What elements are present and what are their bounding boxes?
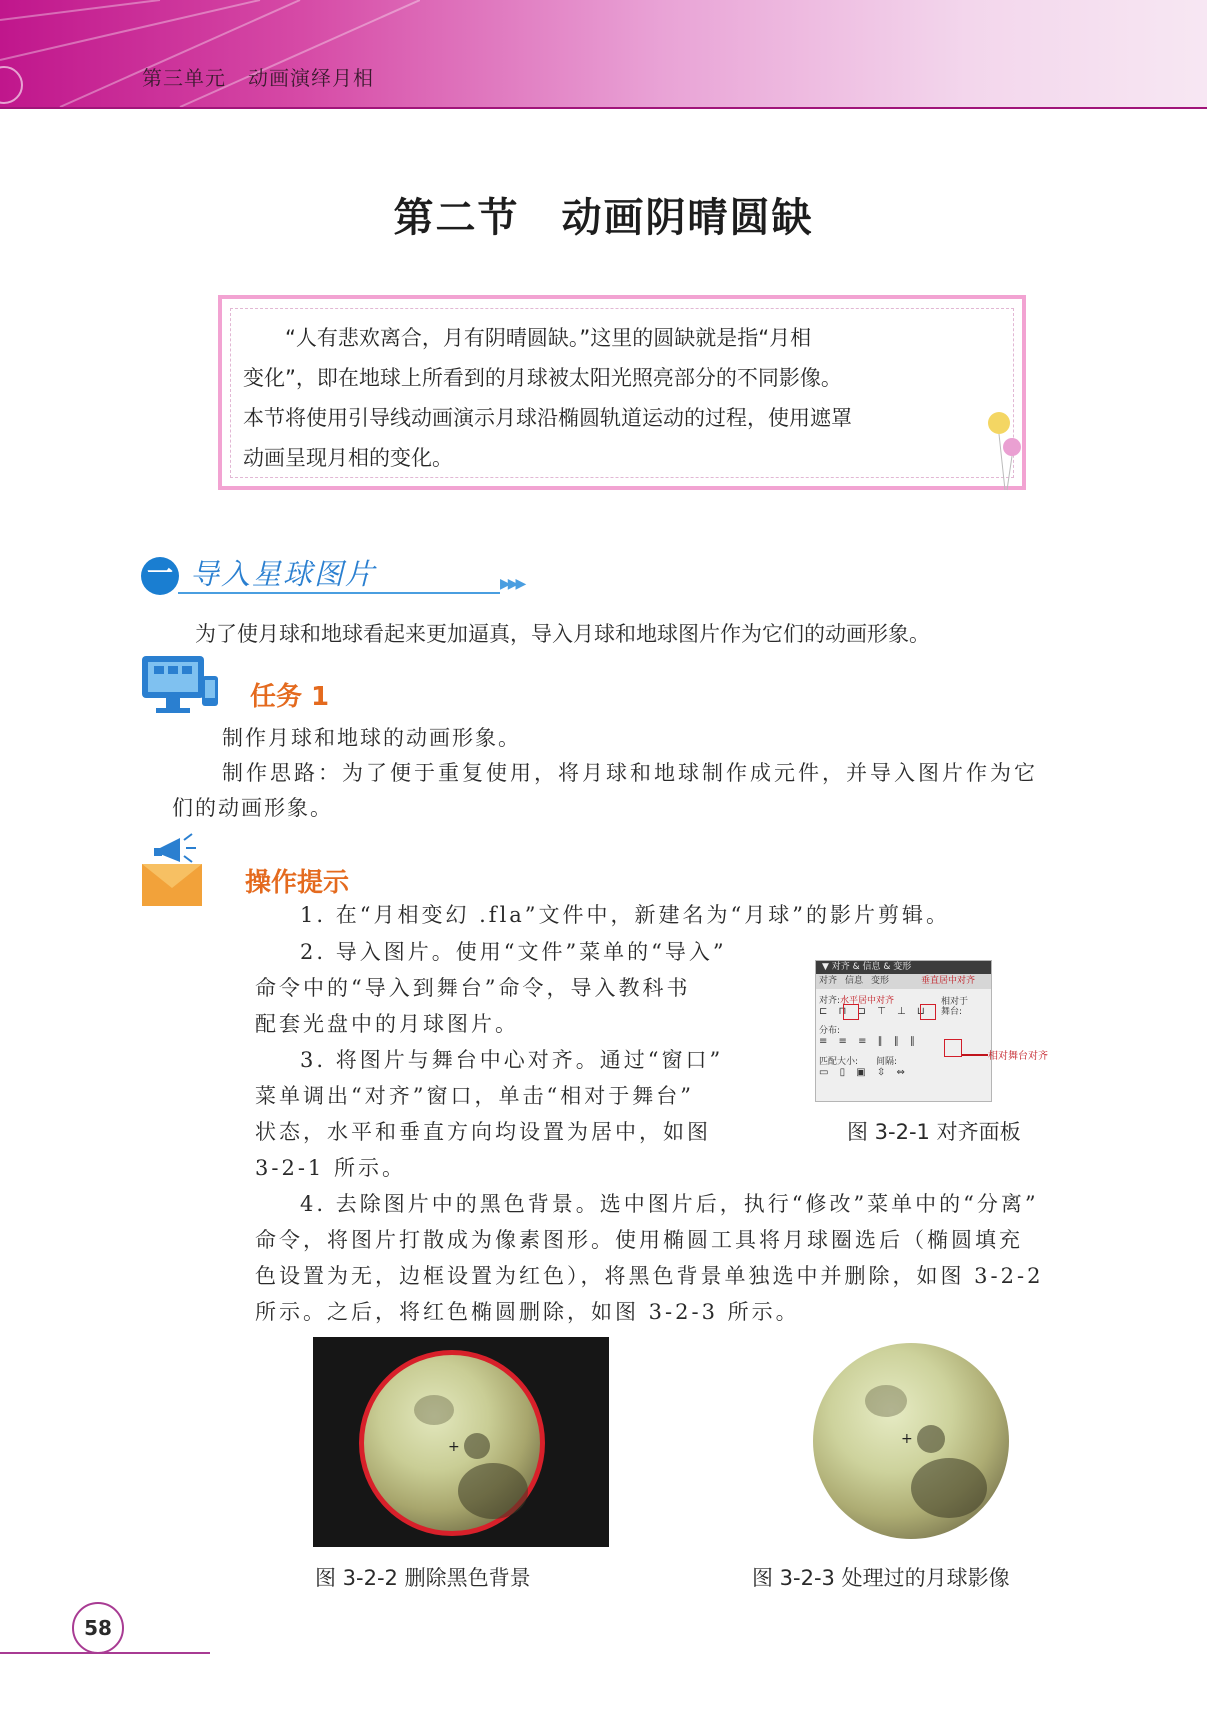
moon-image	[813, 1343, 1009, 1539]
step-text: 1. 在“月相变幻 .fla”文件中，新建名为“月球”的影片剪辑。	[300, 903, 951, 927]
callout-label: 相对舞台对齐	[988, 1051, 1048, 1062]
callout-arrow	[962, 1054, 988, 1056]
computer-icon	[140, 654, 222, 716]
moon-dark-region	[865, 1385, 907, 1417]
tips-title: 操作提示	[245, 868, 350, 898]
page-number: 58	[72, 1602, 124, 1654]
unit-label: 第三单元	[142, 66, 226, 90]
figure-caption: 图 3-2-1 对齐面板	[847, 1120, 1021, 1144]
megaphone-envelope-icon	[140, 828, 204, 908]
intro-text	[243, 318, 993, 478]
figure-caption: 图 3-2-3 处理过的月球影像	[752, 1566, 1010, 1590]
intro-line: 动画呈现月相的变化。	[243, 446, 453, 470]
crosshair-icon: +	[901, 1431, 913, 1447]
distribute-label: 分布:	[819, 1026, 841, 1036]
step-line: 配套光盘中的月球图片。	[255, 1012, 519, 1036]
section-title: 第二节 动画阴晴圆缺	[393, 194, 814, 241]
step-line: 色设置为无，边框设置为红色），将黑色背景单独选中并删除，如图 3-2-2	[255, 1264, 1044, 1288]
step-line: 所示。之后，将红色椭圆删除，如图 3-2-3 所示。	[255, 1300, 800, 1324]
tab-info: 信息	[845, 976, 864, 986]
heading-underline	[178, 592, 500, 594]
processed-moon-figure	[813, 1343, 1009, 1539]
chapter-header-band	[0, 0, 1207, 109]
relative-to-stage-label: 相对于 舞台:	[941, 997, 969, 1017]
step-line: 3. 将图片与舞台中心对齐。通过“窗口”	[300, 1048, 724, 1072]
vertical-center-highlight	[920, 1004, 936, 1020]
match-size-icons: ▭ ▯ ▣ ⇳ ⇔	[819, 1067, 909, 1078]
match-size-label: 匹配大小:	[819, 1057, 859, 1067]
align-icons: ⊏ ⊓ ⊐ ⊤ ⊥ ⊔	[819, 1006, 929, 1017]
step-line: 4. 去除图片中的黑色背景。选中图片后，执行“修改”菜单中的“分离”	[300, 1192, 1039, 1216]
step-line: 状态，水平和垂直方向均设置为居中，如图	[255, 1120, 711, 1144]
moon-crater	[917, 1425, 945, 1453]
panel-tabs	[816, 974, 991, 989]
intro-line: “人有悲欢离合，月有阴晴圆缺。”这里的圆缺就是指“月相	[285, 326, 812, 350]
task-text: 们的动画形象。	[172, 796, 333, 820]
tab-transform: 变形	[871, 976, 890, 986]
relative-to-stage-button	[944, 1039, 962, 1057]
heading-number-badge: 一	[141, 557, 179, 595]
task-title: 任务 1	[250, 682, 330, 712]
distribute-icons: ≡ ≡ ≡ ∥ ∥ ∥	[819, 1036, 920, 1047]
step-line: 2. 导入图片。使用“文件”菜单的“导入”	[300, 940, 727, 964]
crosshair-icon: +	[448, 1439, 460, 1455]
align-panel-figure	[815, 960, 992, 1102]
vertical-center-label: 垂直居中对齐	[921, 976, 976, 986]
step-line: 菜单调出“对齐”窗口，单击“相对于舞台”	[255, 1084, 694, 1108]
moon-dark-region	[414, 1395, 454, 1425]
heading-text: 导入星球图片	[190, 557, 377, 591]
unit-title: 动画演绎月相	[248, 66, 374, 90]
chevron-right-icon: ▶▶▶	[500, 576, 524, 592]
moon-dark-region	[911, 1458, 987, 1518]
step-line: 命令中的“导入到舞台”命令，导入教科书	[255, 976, 691, 1000]
task-text: 制作月球和地球的动画形象。	[222, 726, 521, 750]
intro-line: 变化”，即在地球上所看到的月球被太阳光照亮部分的不同影像。	[243, 366, 842, 390]
moon-with-red-ellipse-figure	[313, 1337, 609, 1547]
tab-align: 对齐	[819, 976, 838, 986]
moon-image	[359, 1350, 545, 1536]
panel-header: ▼ 对齐 & 信息 & 变形	[816, 961, 991, 974]
paragraph: 为了使月球和地球看起来更加逼真，导入月球和地球图片作为它们的动画形象。	[195, 622, 930, 646]
chapter-title	[142, 62, 396, 91]
step2-block	[255, 934, 775, 1186]
step-line: 3-2-1 所示。	[255, 1156, 406, 1180]
step4-block	[255, 1186, 1115, 1330]
align-label-text: 对齐:	[819, 996, 841, 1006]
step-line: 命令，将图片打散成为像素图形。使用椭圆工具将月球圈选后（椭圆填充	[255, 1228, 1023, 1252]
horizontal-center-highlight	[843, 1004, 859, 1020]
task-text: 制作思路：为了便于重复使用，将月球和地球制作成元件，并导入图片作为它	[222, 761, 1038, 785]
intro-line: 本节将使用引导线动画演示月球沿椭圆轨道运动的过程，使用遮罩	[243, 406, 852, 430]
horizontal-center-label: 水平居中对齐	[840, 996, 895, 1006]
moon-dark-region	[458, 1463, 528, 1519]
balloons-icon	[985, 405, 1025, 495]
spacing-label: 间隔:	[876, 1057, 898, 1067]
moon-crater	[464, 1433, 490, 1459]
figure-caption: 图 3-2-2 删除黑色背景	[315, 1566, 531, 1590]
